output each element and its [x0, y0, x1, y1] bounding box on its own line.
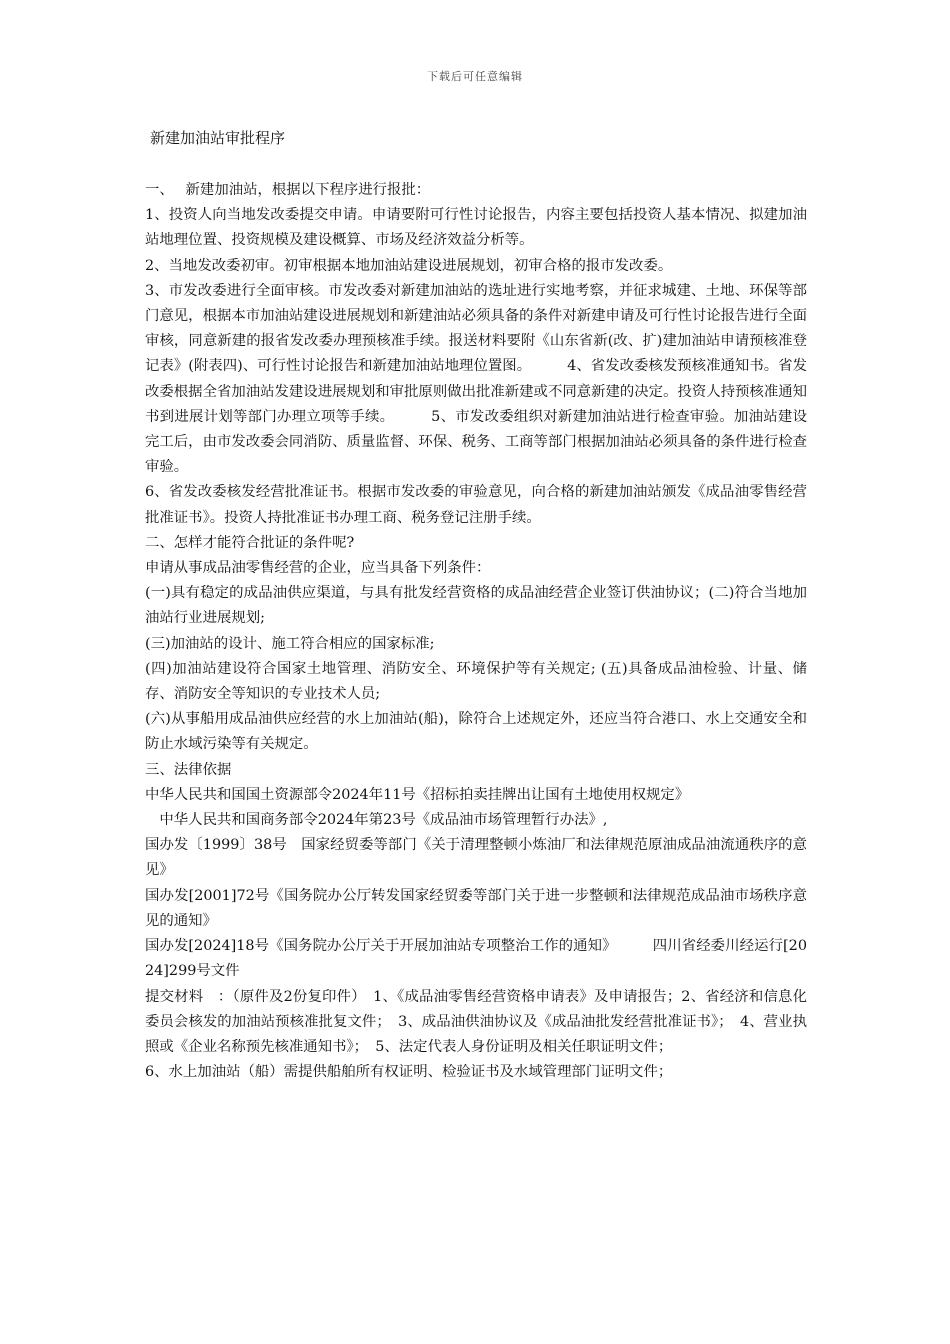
- paragraph: 6、省发改委核发经营批准证书。根据市发改委的审验意见，向合格的新建加油站颁发《成品油零售经营批准证书》。投资人持批准证书办理工商、税务登记注册手续。: [145, 484, 807, 526]
- paragraph: 一、 新建加油站，根据以下程序进行报批：: [145, 182, 431, 198]
- paragraph: 国办发[2001]72号《国务院办公厅转发国家经贸委等部门关于进一步整顿和法律规范成品油市场秩序意见的通知》: [145, 887, 807, 929]
- document-body: [145, 178, 807, 1085]
- paragraph: 1、投资人向当地发改委提交申请。申请要附可行性讨论报告，内容主要包括投资人基本情况、拟建加油站地理位置、投资规模及建设概算、市场及经济效益分析等。: [145, 207, 807, 249]
- paragraph: 申请从事成品油零售经营的企业，应当具备下列条件：: [145, 560, 491, 577]
- paragraph: (六)从事船用成品油供应经营的水上加油站(船)，除符合上述规定外，还应当符合港口、水上交通安全和防止水域污染等有关规定。: [145, 711, 807, 753]
- page-header: 下载后可任意编辑: [427, 70, 523, 83]
- paragraph: (一)具有稳定的成品油供应渠道，与具有批发经营资格的成品油经营企业签订供油协议；(二)符合当地加油站行业进展规划;: [145, 585, 807, 627]
- paragraph: (四)加油站建设符合国家土地管理、消防安全、环境保护等有关规定; (五)具备成品油检验、计量、储存、消防安全等知识的专业技术人员;: [145, 660, 807, 703]
- section-heading: 三、法律依据: [145, 761, 232, 778]
- paragraph: 国办发[2024]18号《国务院办公厅关于开展加油站专项整治工作的通知》 四川省经委川经运行[2024]299号文件: [145, 938, 807, 980]
- paragraph: 提交材料 ：（原件及2份复印件） 1、《成品油零售经营资格申请表》及申请报告；2、省经济和信息化委员会核发的加油站预核准批复文件； 3、成品油供油协议及《成品油批发经营批准证书》； 4、营业执照或《企业名称预先核准通知书》； 5、法定代表人身份证明及相关任职证明文件；: [145, 988, 807, 1055]
- paragraph: 中华人民共和国商务部令2024年第23号《成品油市场管理暂行办法》,: [145, 812, 608, 829]
- paragraph: (三)加油站的设计、施工符合相应的国家标准;: [145, 635, 435, 652]
- paragraph: 3、市发改委进行全面审核。市发改委对新建加油站的选址进行实地考察，并征求城建、土地、环保等部门意见，根据本市加油站建设进展规划和新建油站必须具备的条件对新建申请及可行性讨论报告进行全面审核，同意新建的报省发改委办理预核准手续。报送材料要附《山东省新(改、扩)建加油站申请预核准登记表》(附表四)、可行性讨论报告和新建加油站地理位置图。 4、省发改委核发预核准通知书。省发改委根据全省加油站发建设进展规划和审批原则做出批准新建或不同意新建的决定。投资人持预核准通知书到进展计划等部门办理立项等手续。 5、市发改委组织对新建加油站进行检查审验。加油站建设完工后，由市发改委会同消防、质量监督、环保、税务、工商等部门根据加油站必须具备的条件进行检查审验。: [145, 282, 807, 476]
- section-heading: 二、怎样才能符合批证的条件呢?: [145, 534, 355, 551]
- paragraph: 中华人民共和国国土资源部令2024年11号《招标拍卖挂牌出让国有土地使用权规定》: [145, 786, 690, 803]
- paragraph: 国办发〔1999〕38号 国家经贸委等部门《关于清理整顿小炼油厂和法律规范原油成品油流通秩序的意见》: [145, 837, 807, 879]
- paragraph: 2、当地发改委初审。初审根据本地加油站建设进展规划，初审合格的报市发改委。: [145, 257, 673, 274]
- paragraph: 6、水上加油站（船）需提供船舶所有权证明、检验证书及水域管理部门证明文件；: [145, 1064, 673, 1081]
- document-title: 新建加油站审批程序: [150, 129, 286, 147]
